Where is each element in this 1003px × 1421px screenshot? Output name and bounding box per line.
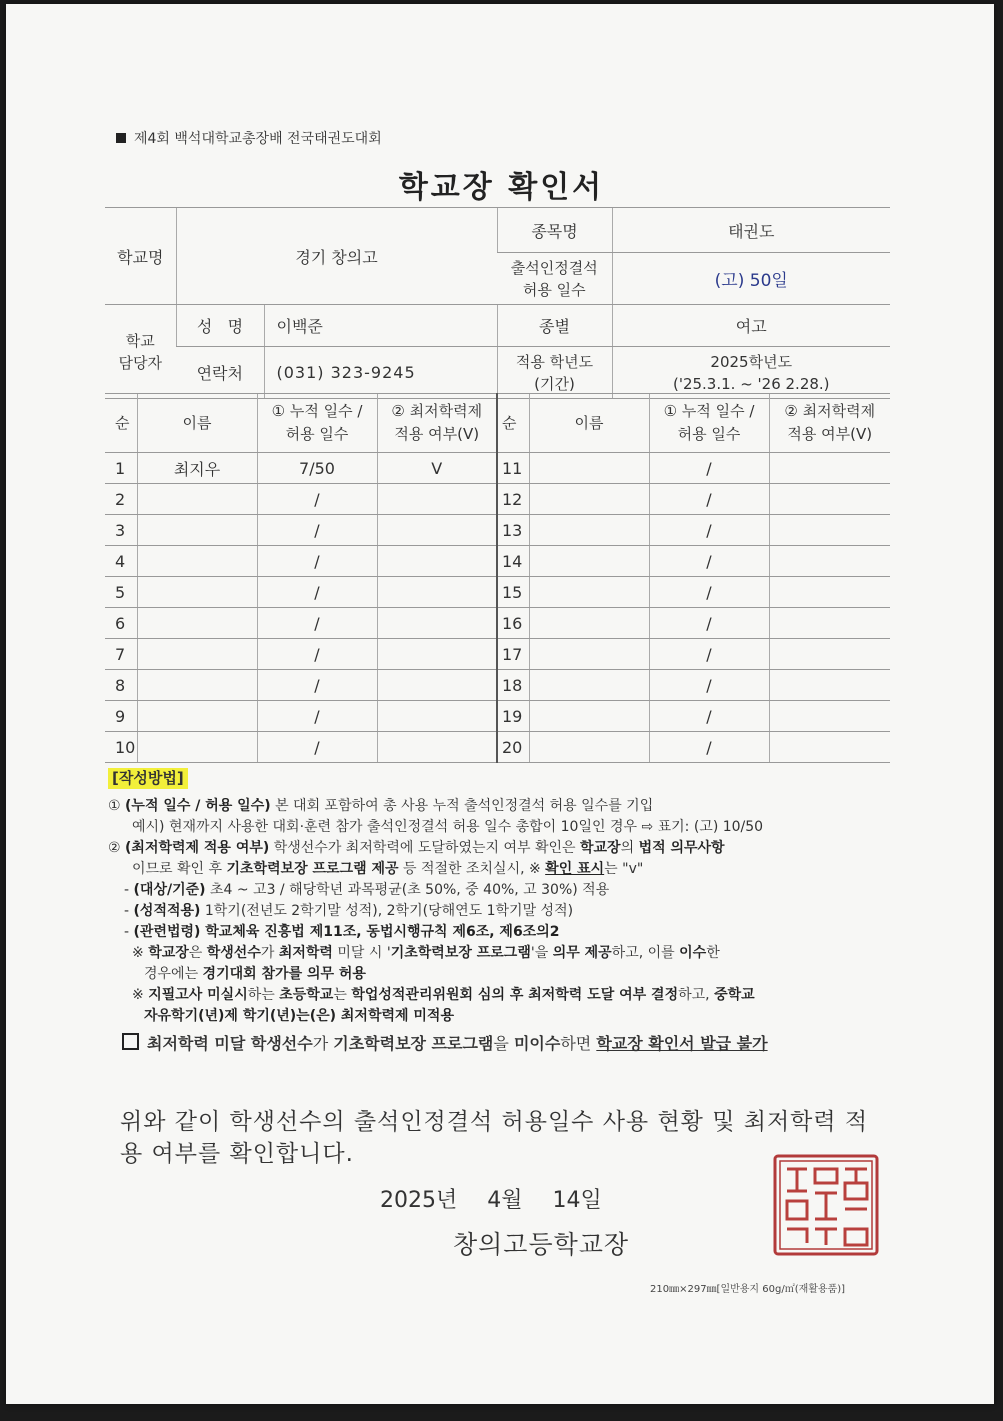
method-heading: [작성방법] bbox=[108, 768, 188, 789]
header-name-2: 이름 bbox=[529, 394, 649, 453]
table-row bbox=[105, 515, 890, 546]
student-name bbox=[137, 670, 257, 701]
paper-spec: 210㎜×297㎜[일반용지 60g/㎡(재활용품)] bbox=[650, 1284, 846, 1295]
student-name-2 bbox=[529, 701, 649, 732]
min-academic-check-2 bbox=[769, 701, 890, 732]
min-academic-check: V bbox=[377, 453, 497, 484]
min-academic-check-2 bbox=[769, 608, 890, 639]
table-row bbox=[105, 577, 890, 608]
min-academic-check bbox=[377, 608, 497, 639]
student-name bbox=[137, 484, 257, 515]
table-row bbox=[105, 670, 890, 701]
student-name bbox=[137, 546, 257, 577]
year-label: 적용 학년도 (기간) bbox=[497, 347, 612, 399]
min-academic-check-2 bbox=[769, 515, 890, 546]
absence-days: / bbox=[257, 670, 377, 701]
student-name bbox=[137, 577, 257, 608]
table-row bbox=[105, 701, 890, 732]
absence-days-2: / bbox=[649, 701, 769, 732]
absence-days-2: / bbox=[649, 577, 769, 608]
school-seal-stamp bbox=[772, 1153, 880, 1257]
absence-days-2: / bbox=[649, 608, 769, 639]
absence-days: / bbox=[257, 484, 377, 515]
row-number-2: 18 bbox=[497, 670, 529, 701]
min-academic-check-2 bbox=[769, 453, 890, 484]
student-name bbox=[137, 515, 257, 546]
row-number: 4 bbox=[105, 546, 137, 577]
student-name-2 bbox=[529, 639, 649, 670]
min-academic-check-2 bbox=[769, 732, 890, 763]
gender-label: 종별 bbox=[497, 305, 612, 347]
info-table bbox=[105, 207, 890, 399]
student-name: 최지우 bbox=[137, 453, 257, 484]
min-academic-check bbox=[377, 546, 497, 577]
student-name bbox=[137, 701, 257, 732]
absence-days: 7/50 bbox=[257, 453, 377, 484]
min-academic-check bbox=[377, 670, 497, 701]
name-label: 성 명 bbox=[176, 305, 264, 347]
sport-label: 종목명 bbox=[497, 208, 612, 253]
table-row bbox=[105, 608, 890, 639]
header-min-2: ② 최저학력제 적용 여부(V) bbox=[769, 394, 890, 453]
absence-days-2: / bbox=[649, 546, 769, 577]
row-number: 8 bbox=[105, 670, 137, 701]
absence-days: / bbox=[257, 701, 377, 732]
row-number-2: 11 bbox=[497, 453, 529, 484]
row-number-2: 15 bbox=[497, 577, 529, 608]
header-days-2: ① 누적 일수 / 허용 일수 bbox=[649, 394, 769, 453]
absence-days-2: / bbox=[649, 732, 769, 763]
row-number-2: 20 bbox=[497, 732, 529, 763]
header-days: ① 누적 일수 / 허용 일수 bbox=[257, 394, 377, 453]
school-label: 학교명 bbox=[105, 208, 176, 305]
min-academic-check-2 bbox=[769, 639, 890, 670]
row-number: 5 bbox=[105, 577, 137, 608]
row-number-2: 14 bbox=[497, 546, 529, 577]
writing-method: [작성방법] ① (누적 일수 / 허용 일수) 본 대회 포함하여 총 사용 누적 출석인정결석 허용 일수를 기입 예시) 현재까지 사용한 대회·훈련 참가 출석인정결석 허용 일수 총합이 10일인 경우 ⇨ 표기: (고) 10/50 ② (최저학력제 적용 여부) 학생선수가 최저학력에 도달하였는지 여부 확인은 학교장의 법적 의무사항 이므로 확인 후 기초학력보장 프로그램 제공 등 적절한 조치실시, ※ 확인 표시는 "v" - (대상/기준) 초4 ~ 고3 / 해당학년 과목평균(초 50%, 중 40%, 고 30%) 적용 - (성적적용) 1학기(전년도 2학기말 성적), 2학기(당해연도 1학기말 성적) - (관련법령) 학교체육 진흥법 제11조, 동법시행규칙 제6조, 제6조의2 ※ 학교장은 학생선수가 최저학력 미달 시 '기초학력보장 프로그램'을 의무 제공하고, 이를 이수한 경우에는 경기대회 참가를 의무 허용 ※ 지필고사 미실시하는 초등학교는 학업성적관리위원회 심의 후 최저학력 도달 여부 결정하고, 중학교 자유학기(년)제 학기(년)는(은) 최저학력제 미적용 최저학력 미달 학생선수가 기초학력보장 프로그램을 미이수하면 학교장 확인서 발급 불가 bbox=[108, 768, 898, 1054]
student-name bbox=[137, 732, 257, 763]
row-number: 9 bbox=[105, 701, 137, 732]
school-value: 경기 창의고 bbox=[176, 208, 497, 305]
row-number: 2 bbox=[105, 484, 137, 515]
contact-label: 연락처 bbox=[176, 347, 264, 399]
student-name-2 bbox=[529, 670, 649, 701]
notice-line: 최저학력 미달 학생선수가 기초학력보장 프로그램을 미이수하면 학교장 확인서 발급 불가 bbox=[108, 1033, 898, 1054]
absence-days-2: / bbox=[649, 639, 769, 670]
header-name: 이름 bbox=[137, 394, 257, 453]
min-academic-check bbox=[377, 639, 497, 670]
min-academic-check bbox=[377, 732, 497, 763]
sport-value: 태권도 bbox=[612, 208, 890, 253]
student-table bbox=[105, 393, 890, 763]
table-row bbox=[105, 484, 890, 515]
table-row bbox=[105, 732, 890, 763]
year-value: 2025학년도 ('25.3.1. ~ '26 2.28.) bbox=[612, 347, 890, 399]
student-name-2 bbox=[529, 608, 649, 639]
confirm-statement: 위와 같이 학생선수의 출석인정결석 허용일수 사용 현황 및 최저학력 적용 여부를 확인합니다. bbox=[120, 1109, 869, 1167]
absence-label: 출석인정결석 허용 일수 bbox=[497, 253, 612, 305]
name-value: 이백준 bbox=[264, 305, 497, 347]
table-row bbox=[105, 453, 890, 484]
table-header bbox=[105, 394, 890, 453]
gender-value: 여고 bbox=[612, 305, 890, 347]
table-row bbox=[105, 639, 890, 670]
min-academic-check-2 bbox=[769, 577, 890, 608]
row-number: 3 bbox=[105, 515, 137, 546]
absence-days-2: / bbox=[649, 670, 769, 701]
issue-date: 2025년 4월 14일 bbox=[380, 1188, 602, 1213]
row-number-2: 17 bbox=[497, 639, 529, 670]
header-no-2: 순 bbox=[497, 394, 529, 453]
student-name bbox=[137, 639, 257, 670]
min-academic-check bbox=[377, 484, 497, 515]
student-name-2 bbox=[529, 484, 649, 515]
row-number-2: 13 bbox=[497, 515, 529, 546]
row-number: 10 bbox=[105, 732, 137, 763]
absence-days-2: / bbox=[649, 484, 769, 515]
table-row bbox=[105, 546, 890, 577]
absence-days: / bbox=[257, 515, 377, 546]
square-bullet-icon bbox=[116, 133, 126, 143]
absence-days-2: / bbox=[649, 515, 769, 546]
student-name-2 bbox=[529, 515, 649, 546]
header-min: ② 최저학력제 적용 여부(V) bbox=[377, 394, 497, 453]
student-name-2 bbox=[529, 577, 649, 608]
student-name bbox=[137, 608, 257, 639]
principal-name: 창의고등학교장 bbox=[453, 1230, 630, 1259]
absence-days-2: / bbox=[649, 453, 769, 484]
row-number-2: 16 bbox=[497, 608, 529, 639]
document-page bbox=[6, 4, 994, 1404]
row-number-2: 19 bbox=[497, 701, 529, 732]
event-name: 제4회 백석대학교총장배 전국태권도대회 bbox=[116, 128, 382, 148]
student-name-2 bbox=[529, 732, 649, 763]
student-name-2 bbox=[529, 546, 649, 577]
absence-days: / bbox=[257, 608, 377, 639]
absence-days: / bbox=[257, 577, 377, 608]
absence-days: / bbox=[257, 639, 377, 670]
header-no: 순 bbox=[105, 394, 137, 453]
document-title: 학교장 확인서 bbox=[398, 170, 605, 205]
student-name-2 bbox=[529, 453, 649, 484]
min-academic-check-2 bbox=[769, 484, 890, 515]
min-academic-check bbox=[377, 577, 497, 608]
row-number-2: 12 bbox=[497, 484, 529, 515]
min-academic-check-2 bbox=[769, 546, 890, 577]
arrow-box-icon bbox=[122, 1033, 139, 1050]
absence-days: / bbox=[257, 546, 377, 577]
min-academic-check-2 bbox=[769, 670, 890, 701]
row-number: 6 bbox=[105, 608, 137, 639]
row-number: 7 bbox=[105, 639, 137, 670]
contact-value: (031) 323-9245 bbox=[264, 347, 497, 399]
row-number: 1 bbox=[105, 453, 137, 484]
min-academic-check bbox=[377, 701, 497, 732]
min-academic-check bbox=[377, 515, 497, 546]
absence-value: (고) 50일 bbox=[612, 253, 890, 305]
absence-days: / bbox=[257, 732, 377, 763]
manager-label: 학교 담당자 bbox=[105, 305, 176, 399]
